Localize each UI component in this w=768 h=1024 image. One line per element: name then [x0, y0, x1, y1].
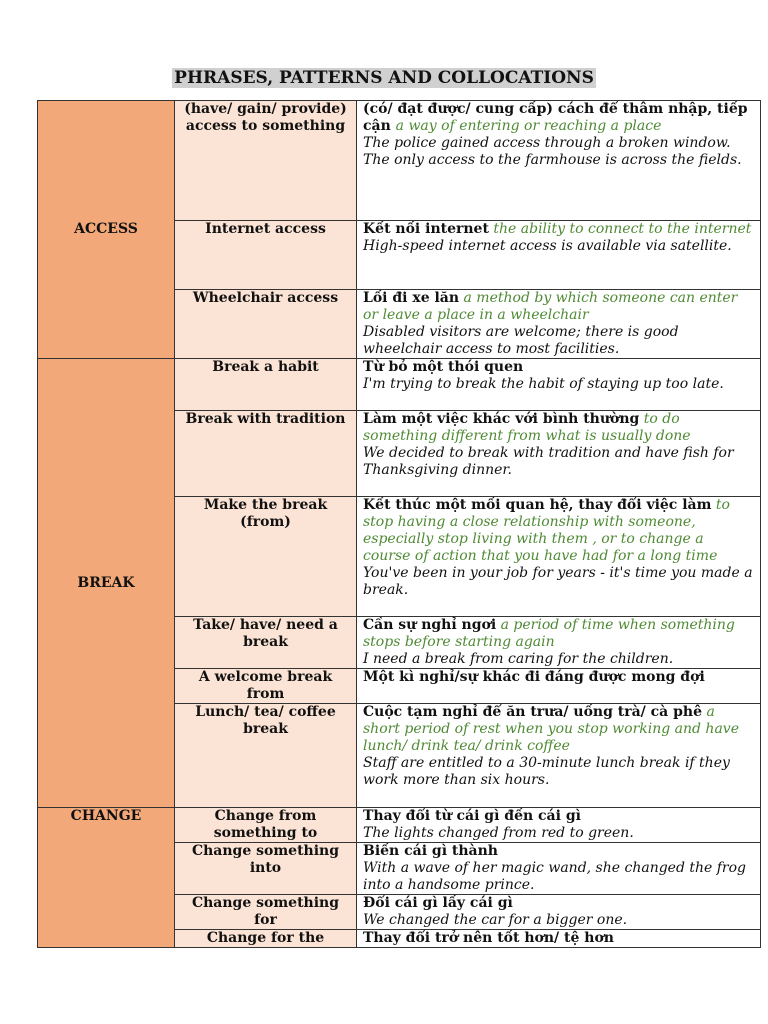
meaning-cell [357, 895, 761, 930]
example-sentence: The only access to the farmhouse is across the fields. [363, 152, 742, 168]
meaning-cell [357, 290, 761, 359]
vi-meaning: Đổi cái gì lấy cái gì [363, 895, 513, 911]
en-definition: a period of time when something stops before starting again [363, 617, 735, 650]
phrase-cell: Make the break (from) [175, 497, 357, 617]
example-sentence: We decided to break with tradition and have fish for Thanksgiving dinner. [363, 445, 734, 478]
title-wrap [0, 68, 768, 88]
en-definition: a short period of rest when you stop working and have lunch/ drink tea/ drink coffee [363, 704, 739, 754]
group-break: BREAK [38, 359, 175, 808]
en-definition: a way of entering or reaching a place [395, 118, 662, 134]
phrase-cell: Change something for [175, 895, 357, 930]
phrase-cell: Change something into [175, 843, 357, 895]
meaning-cell [357, 411, 761, 497]
phrase-cell: A welcome break from [175, 669, 357, 704]
meaning-cell [357, 704, 761, 808]
example-sentence: Staff are entitled to a 30-minute lunch break if they work more than six hours. [363, 755, 730, 788]
meaning-cell [357, 808, 761, 843]
vi-meaning: Kết thúc một mối quan hệ, thay đổi việc làm [363, 497, 712, 513]
vi-meaning: Cần sự nghỉ ngơi [363, 617, 497, 633]
vi-meaning: Thay đổi trở nên tốt hơn/ tệ hơn [363, 930, 614, 946]
table-row [38, 359, 761, 411]
en-definition: to stop having a close relationship with someone, especially stop living with them , or to change a course of action that you have had for a long time [363, 497, 730, 564]
example-sentence: The lights changed from red to green. [363, 825, 634, 841]
en-definition: to do something different from what is usually done [363, 411, 691, 444]
example-sentence: I need a break from caring for the children. [363, 651, 674, 667]
vi-meaning: (có/ đạt được/ cung cấp) cách để thâm nhập, tiếp cận [363, 101, 748, 134]
phrase-cell: Lunch/ tea/ coffee break [175, 704, 357, 808]
phrase-cell: Internet access [175, 221, 357, 290]
example-sentence: High-speed internet access is available via satellite. [363, 238, 732, 254]
phrase-cell: (have/ gain/ provide) access to something [175, 101, 357, 221]
meaning-cell [357, 359, 761, 411]
meaning-cell [357, 101, 761, 221]
vi-meaning: Một kì nghỉ/sự khác đi đáng được mong đợi [363, 669, 705, 685]
example-sentence: We changed the car for a bigger one. [363, 912, 628, 928]
phrase-cell: Change for the [175, 930, 357, 948]
table-row [38, 808, 761, 843]
meaning-cell [357, 497, 761, 617]
example-sentence: With a wave of her magic wand, she changed the frog into a handsome prince. [363, 860, 747, 893]
meaning-cell [357, 669, 761, 704]
example-sentence: You've been in your job for years - it's time you made a break. [363, 565, 753, 598]
meaning-cell [357, 617, 761, 669]
phrase-cell: Wheelchair access [175, 290, 357, 359]
phrase-cell: Change from something to [175, 808, 357, 843]
phrase-cell: Take/ have/ need a break [175, 617, 357, 669]
vi-meaning: Từ bỏ một thói quen [363, 359, 524, 375]
vi-meaning: Cuộc tạm nghỉ để ăn trưa/ uống trà/ cà phê [363, 704, 703, 720]
vocabulary-table [37, 100, 761, 948]
meaning-cell [357, 930, 761, 948]
meaning-cell [357, 221, 761, 290]
en-definition: a method by which someone can enter or leave a place in a wheelchair [363, 290, 738, 323]
example-sentence: I'm trying to break the habit of staying up too late. [363, 376, 724, 392]
phrase-cell: Break with tradition [175, 411, 357, 497]
vi-meaning: Biến cái gì thành [363, 843, 498, 859]
group-access: ACCESS [38, 101, 175, 359]
page-title: PHRASES, PATTERNS AND COLLOCATIONS [174, 68, 594, 88]
vi-meaning: Làm một việc khác với bình thường [363, 411, 640, 427]
meaning-cell [357, 843, 761, 895]
en-definition: the ability to connect to the internet [488, 221, 752, 237]
group-change: CHANGE [38, 808, 175, 948]
phrase-cell: Break a habit [175, 359, 357, 411]
table-row [38, 101, 761, 221]
example-sentence: Disabled visitors are welcome; there is good wheelchair access to most facilities. [363, 324, 679, 357]
vi-meaning: Lối đi xe lăn [363, 290, 460, 306]
vi-meaning: Kết nối internet [363, 221, 489, 237]
vi-meaning: Thay đổi từ cái gì đến cái gì [363, 808, 581, 824]
example-sentence: The police gained access through a broken window. [363, 135, 731, 151]
